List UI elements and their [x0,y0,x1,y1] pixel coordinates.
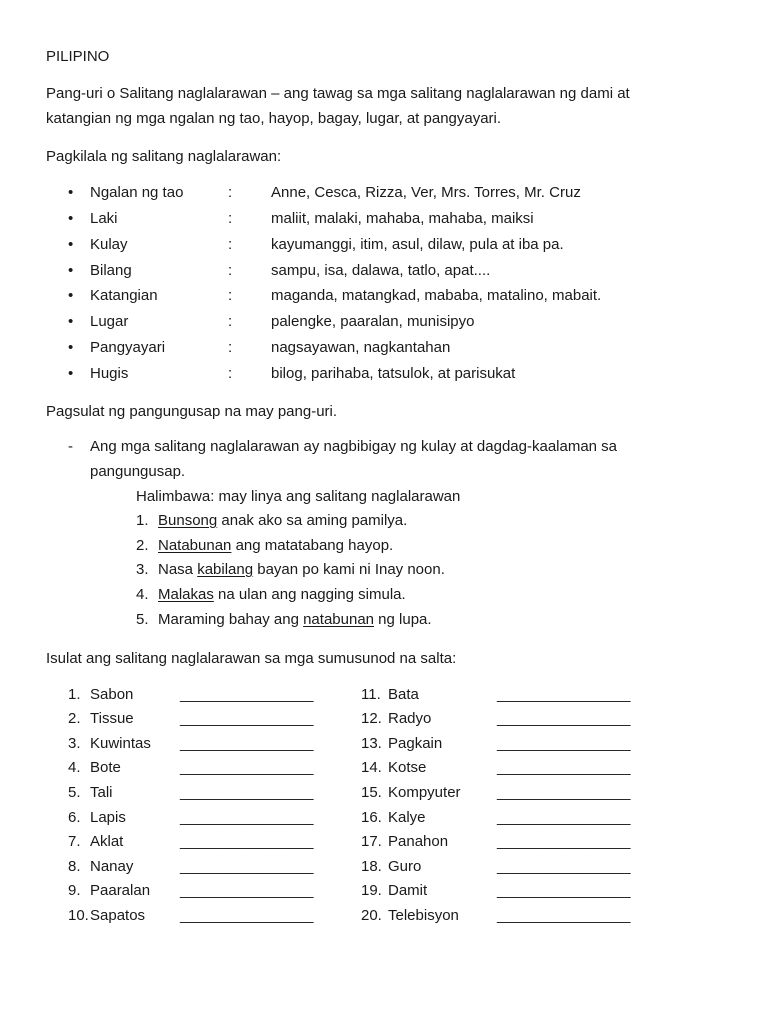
bullet-dot: • [68,365,74,382]
answer-blank: ________________ [180,858,314,875]
category-term: Laki [90,210,118,227]
exercise-word: Tissue [90,710,134,727]
example-underlined-word: Malakas [158,586,214,603]
exercise-word: Aklat [90,833,124,850]
exercise-item-left [68,808,325,828]
exercise-item-left [68,734,325,754]
exercise-word: Damit [388,882,428,899]
exercise-word: Kompyuter [388,784,461,801]
subject-title: PILIPINO [46,48,110,65]
answer-blank: ________________ [180,710,314,727]
exercise-number: 8. [68,858,81,875]
exercise-word: Kuwintas [90,735,151,752]
example-item [136,610,432,630]
answer-blank: ________________ [497,907,631,924]
bullet-dot: • [68,287,74,304]
exercise-word: Telebisyon [388,907,459,924]
answer-blank: ________________ [180,686,314,703]
exercise-number: 18. [361,858,382,875]
answer-blank: ________________ [180,759,314,776]
answer-blank: ________________ [180,907,314,924]
example-underlined-word: natabunan [303,611,374,628]
answer-blank: ________________ [497,759,631,776]
bullet-dot: • [68,262,74,279]
category-colon: : [228,365,233,382]
exercise-item-right [361,857,642,877]
exercise-number: 2. [68,710,81,727]
exercise-word: Radyo [388,710,432,727]
category-values: maliit, malaki, mahaba, mahaba, maiksi [271,210,534,227]
definition-line-1: Pang-uri o Salitang naglalarawan – ang tawag sa mga salitang naglalarawan ng dami at [46,85,630,102]
category-colon: : [228,236,233,253]
example-number: 3. [136,561,149,578]
category-term: Bilang [90,262,132,279]
bullet-dot: • [68,339,74,356]
exercise-number: 9. [68,882,81,899]
exercise-item-right [361,734,642,754]
answer-blank: ________________ [497,858,631,875]
exercise-item-right [361,881,642,901]
category-colon: : [228,313,233,330]
exercise-number: 20. [361,907,382,924]
exercise-number: 4. [68,759,81,776]
exercise-word: Bote [90,759,121,776]
exercise-number: 10. [68,907,89,924]
dash-marker: - [68,438,73,455]
example-item [136,585,406,605]
definition-line-2: katangian ng mga ngalan ng tao, hayop, bagay, lugar, at pangyayari. [46,110,502,127]
exercise-number: 14. [361,759,382,776]
example-underlined-word: Bunsong [158,512,218,529]
recognition-heading: Pagkilala ng salitang naglalarawan: [46,148,282,165]
exercise-number: 13. [361,735,382,752]
answer-blank: ________________ [180,833,314,850]
exercise-word: Kotse [388,759,427,776]
exercise-number: 5. [68,784,81,801]
category-colon: : [228,184,233,201]
example-text-after: ng lupa. [374,611,432,628]
exercise-item-left [68,685,325,705]
exercise-word: Tali [90,784,113,801]
example-text-after: anak ako sa aming pamilya. [217,512,408,529]
category-values: palengke, paaralan, munisipyo [271,313,475,330]
bullet-dot: • [68,313,74,330]
exercise-item-right [361,685,642,705]
bullet-dot: • [68,236,74,253]
exercise-number: 17. [361,833,382,850]
category-colon: : [228,287,233,304]
answer-blank: ________________ [180,882,314,899]
category-colon: : [228,262,233,279]
exercise-word: Sapatos [90,907,146,924]
exercise-item-left [68,709,325,729]
answer-blank: ________________ [497,686,631,703]
exercise-item-right [361,758,642,778]
answer-blank: ________________ [497,882,631,899]
example-text-after: na ulan ang nagging simula. [213,586,406,603]
exercise-number: 1. [68,686,81,703]
exercise-heading: Isulat ang salitang naglalarawan sa mga sumusunod na salta: [46,650,457,667]
example-number: 2. [136,537,149,554]
category-term: Ngalan ng tao [90,184,184,201]
category-term: Pangyayari [90,339,166,356]
category-term: Kulay [90,236,128,253]
answer-blank: ________________ [180,784,314,801]
exercise-word: Nanay [90,858,134,875]
exercise-item-left [68,906,325,926]
exercise-number: 7. [68,833,81,850]
example-number: 4. [136,586,149,603]
note-text: Ang mga salitang naglalarawan ay nagbibigay ng kulay at dagdag-kaalaman sa pangungusap. [90,438,618,480]
exercise-item-left [68,857,325,877]
exercise-number: 16. [361,809,382,826]
example-item [136,536,393,556]
example-number: 1. [136,512,149,529]
category-colon: : [228,339,233,356]
category-values: bilog, parihaba, tatsulok, at parisukat [271,365,516,382]
example-text-after: ang matatabang hayop. [231,537,394,554]
answer-blank: ________________ [497,833,631,850]
exercise-item-left [68,832,325,852]
exercise-item-left [68,783,325,803]
example-item [136,560,445,580]
exercise-word: Pagkain [388,735,443,752]
category-values: nagsayawan, nagkantahan [271,339,451,356]
exercise-item-right [361,906,642,926]
example-item [136,511,407,531]
category-term: Hugis [90,365,129,382]
exercise-word: Kalye [388,809,426,826]
exercise-number: 12. [361,710,382,727]
category-values: maganda, matangkad, mababa, matalino, mabait. [271,287,602,304]
exercise-number: 11. [361,686,381,703]
example-text-after: bayan po kami ni Inay noon. [253,561,445,578]
exercise-word: Panahon [388,833,449,850]
example-text-before: Nasa [158,561,198,578]
exercise-item-left [68,881,325,901]
example-number: 5. [136,611,149,628]
category-term: Lugar [90,313,129,330]
exercise-word: Paaralan [90,882,151,899]
example-text-before: Maraming bahay ang [158,611,304,628]
category-colon: : [228,210,233,227]
exercise-number: 6. [68,809,81,826]
answer-blank: ________________ [497,784,631,801]
answer-blank: ________________ [497,735,631,752]
example-underlined-word: Natabunan [158,537,232,554]
example-underlined-word: kabilang [197,561,254,578]
answer-blank: ________________ [180,735,314,752]
exercise-word: Guro [388,858,422,875]
exercise-number: 3. [68,735,81,752]
exercise-item-right [361,808,642,828]
answer-blank: ________________ [180,809,314,826]
category-values: kayumanggi, itim, asul, dilaw, pula at iba pa. [271,236,564,253]
exercise-number: 15. [361,784,382,801]
exercise-word: Sabon [90,686,134,703]
exercise-item-right [361,783,642,803]
exercise-word: Bata [388,686,419,703]
example-label: Halimbawa: may linya ang salitang naglalarawan [136,488,461,505]
exercise-number: 19. [361,882,382,899]
category-values: Anne, Cesca, Rizza, Ver, Mrs. Torres, Mr. Cruz [271,184,581,201]
exercise-word: Lapis [90,809,126,826]
answer-blank: ________________ [497,809,631,826]
bullet-dot: • [68,210,74,227]
writing-heading: Pagsulat ng pangungusap na may pang-uri. [46,403,338,420]
exercise-item-left [68,758,325,778]
exercise-item-right [361,832,642,852]
exercise-item-right [361,709,642,729]
category-values: sampu, isa, dalawa, tatlo, apat.... [271,262,491,279]
bullet-dot: • [68,184,74,201]
answer-blank: ________________ [497,710,631,727]
category-term: Katangian [90,287,158,304]
